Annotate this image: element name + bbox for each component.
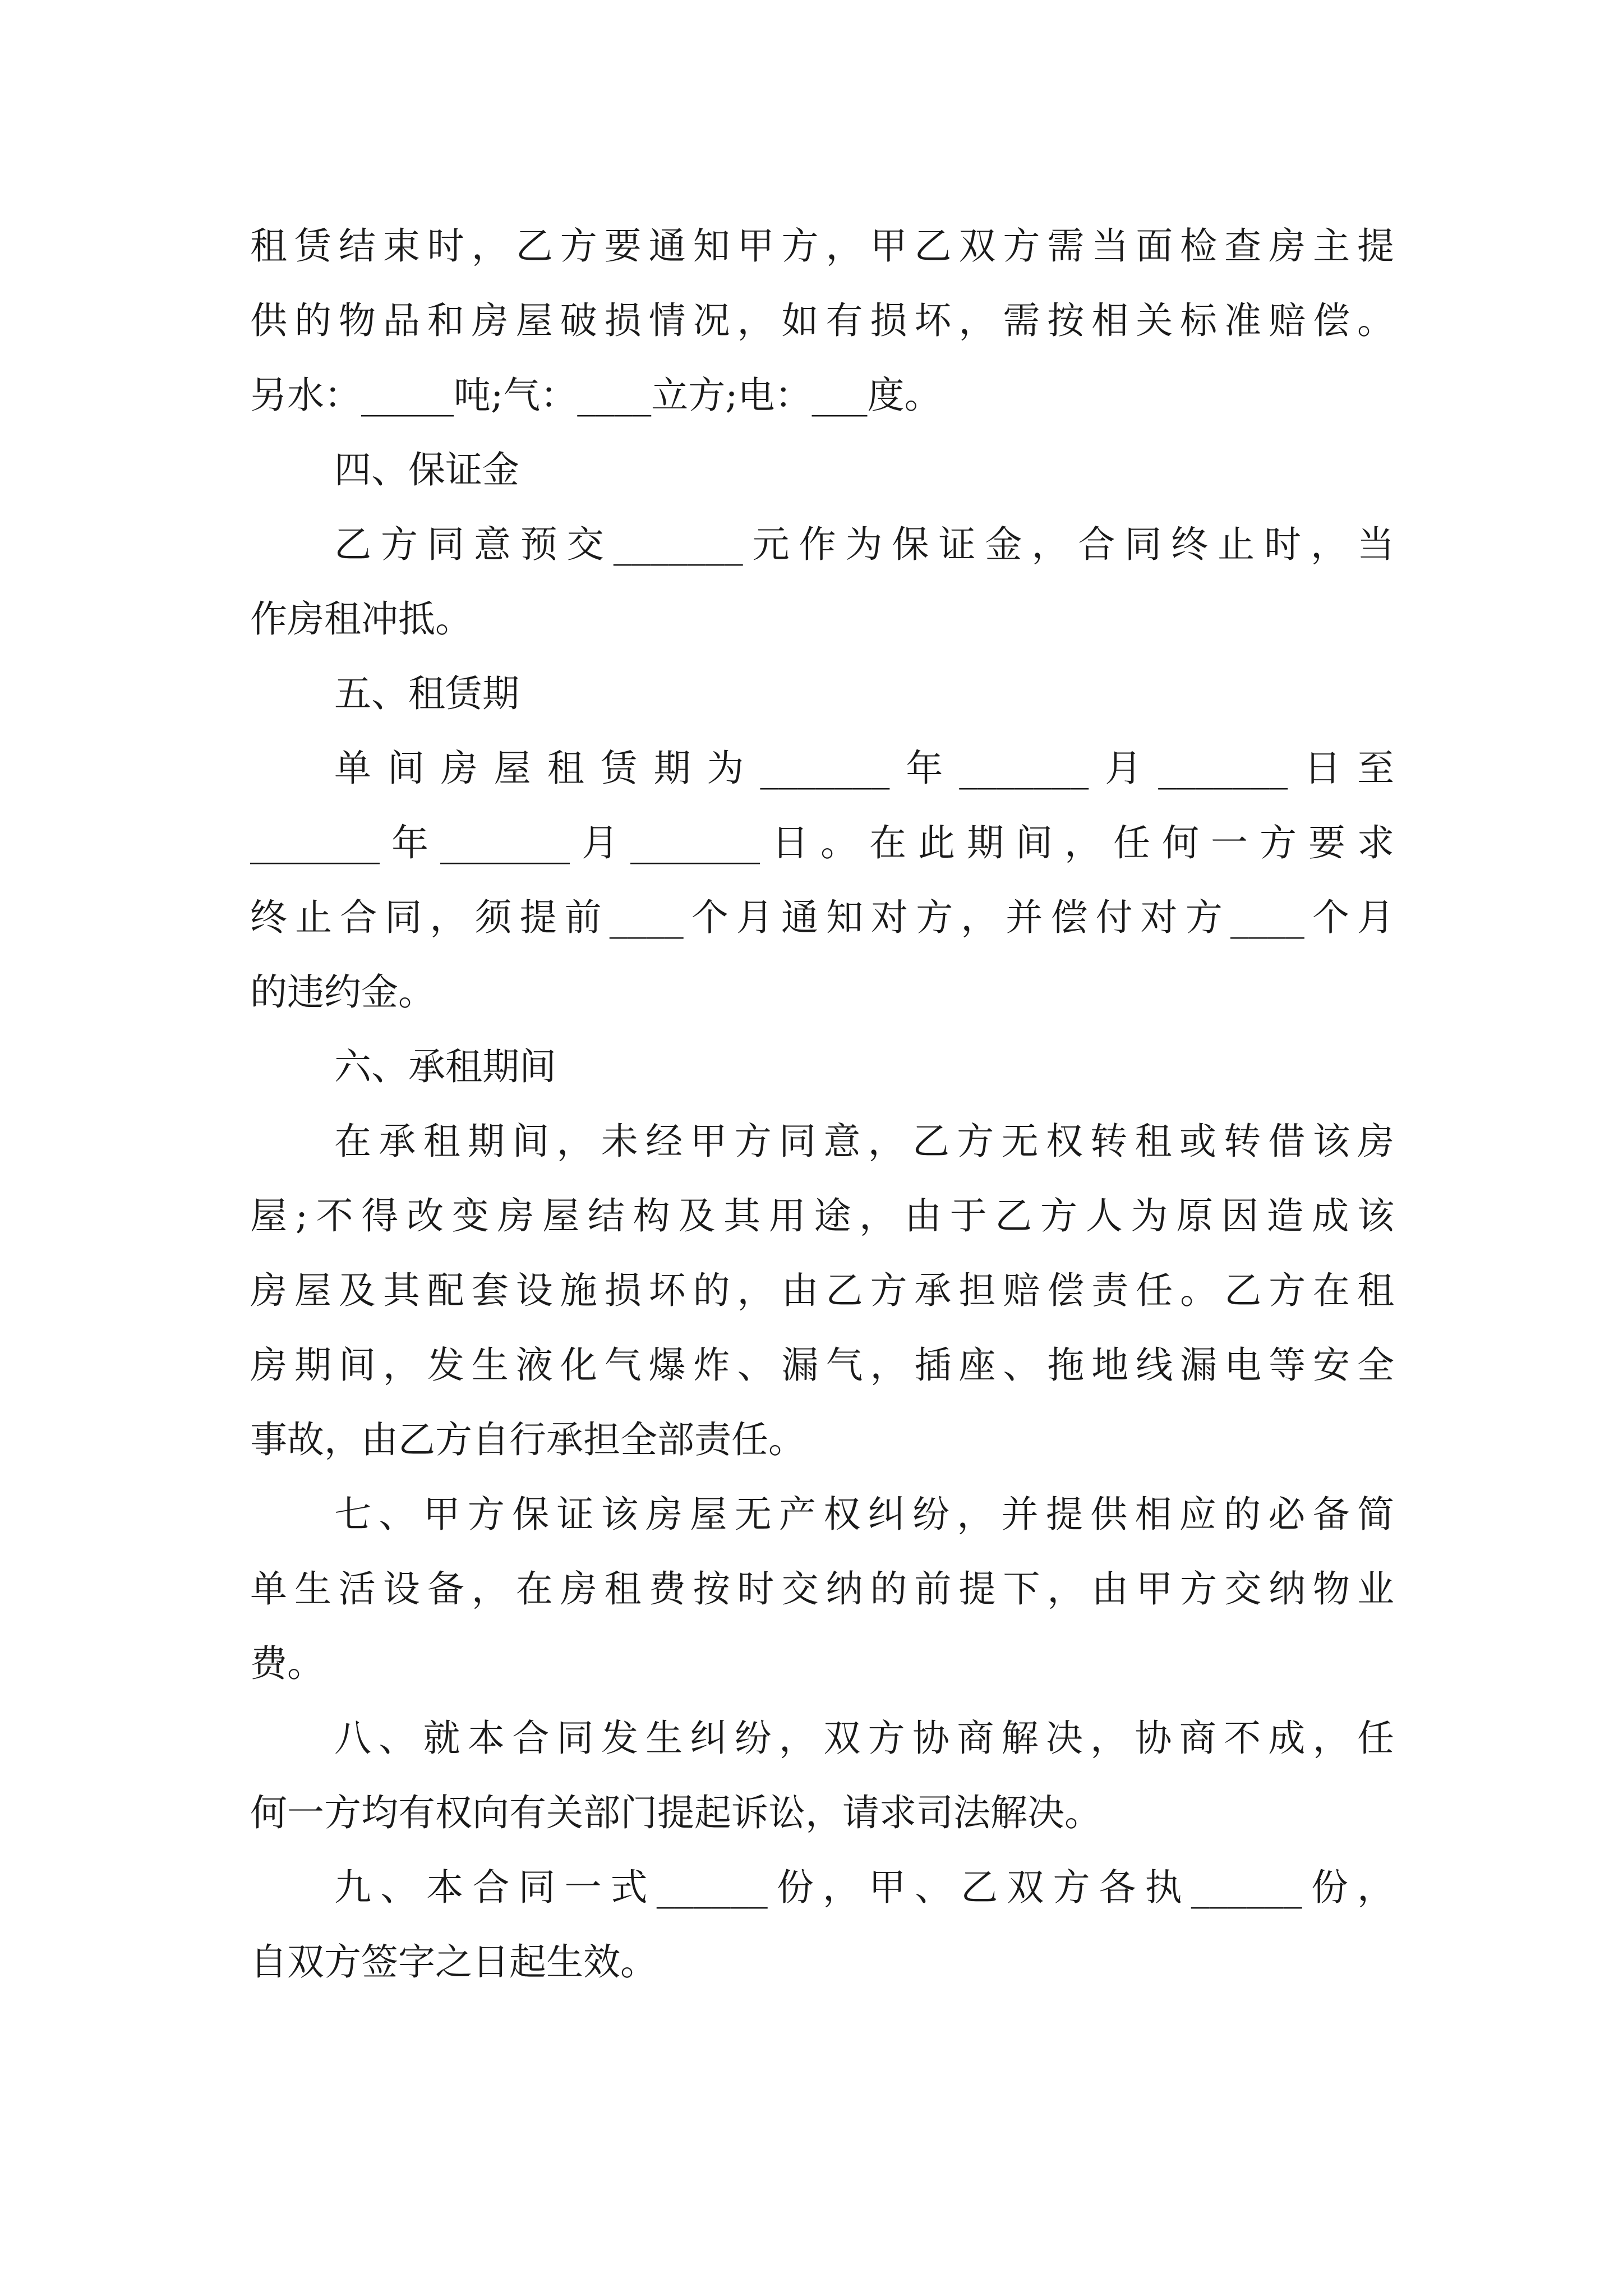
text-line: 乙方同意预交_______元作为保证金，合同终止时，当 — [334, 523, 1394, 566]
text-line: 房屋及其配套设施损坏的，由乙方承担赔偿责任。乙方在租 — [250, 1269, 1394, 1312]
text-line: 租赁结束时，乙方要通知甲方，甲乙双方需当面检查房主提 — [250, 224, 1394, 268]
section-heading: 六、承租期间 — [334, 1045, 556, 1088]
text-line: 何一方均有权向有关部门提起诉讼，请求司法解决。 — [250, 1791, 1101, 1834]
clause-line: 七、甲方保证该房屋无产权纠纷，并提供相应的必备简 — [334, 1493, 1394, 1536]
text-line: _______年_______月_______日。在此期间，任何一方要求 — [250, 821, 1394, 864]
section-heading: 五、租赁期 — [334, 672, 519, 715]
text-line: 供的物品和房屋破损情况，如有损坏，需按相关标准赔偿。 — [250, 299, 1394, 342]
text-line: 单间房屋租赁期为_______年_______月_______日至 — [334, 747, 1394, 790]
text-line: 另水：_____吨;气：____立方;电：___度。 — [250, 374, 942, 417]
clause-line: 八、就本合同发生纠纷，双方协商解决，协商不成，任 — [334, 1717, 1394, 1760]
text-line: 终止合同，须提前____个月通知对方，并偿付对方____个月 — [250, 896, 1394, 939]
text-line: 费。 — [250, 1642, 324, 1685]
text-line: 自双方签字之日起生效。 — [250, 1940, 657, 1984]
text-line: 屋;不得改变房屋结构及其用途，由于乙方人为原因造成该 — [250, 1194, 1394, 1237]
text-line: 在承租期间，未经甲方同意，乙方无权转租或转借该房 — [334, 1120, 1394, 1163]
text-line: 事故，由乙方自行承担全部责任。 — [250, 1418, 805, 1461]
text-line: 单生活设备，在房租费按时交纳的前提下，由甲方交纳物业 — [250, 1567, 1394, 1611]
document-page — [250, 209, 1394, 1999]
text-line: 房期间，发生液化气爆炸、漏气，插座、拖地线漏电等安全 — [250, 1343, 1394, 1387]
clause-line: 九、本合同一式______份，甲、乙双方各执______份， — [334, 1866, 1394, 1909]
text-line: 的违约金。 — [250, 970, 435, 1014]
text-line: 作房租冲抵。 — [250, 597, 472, 641]
section-heading: 四、保证金 — [334, 448, 519, 491]
